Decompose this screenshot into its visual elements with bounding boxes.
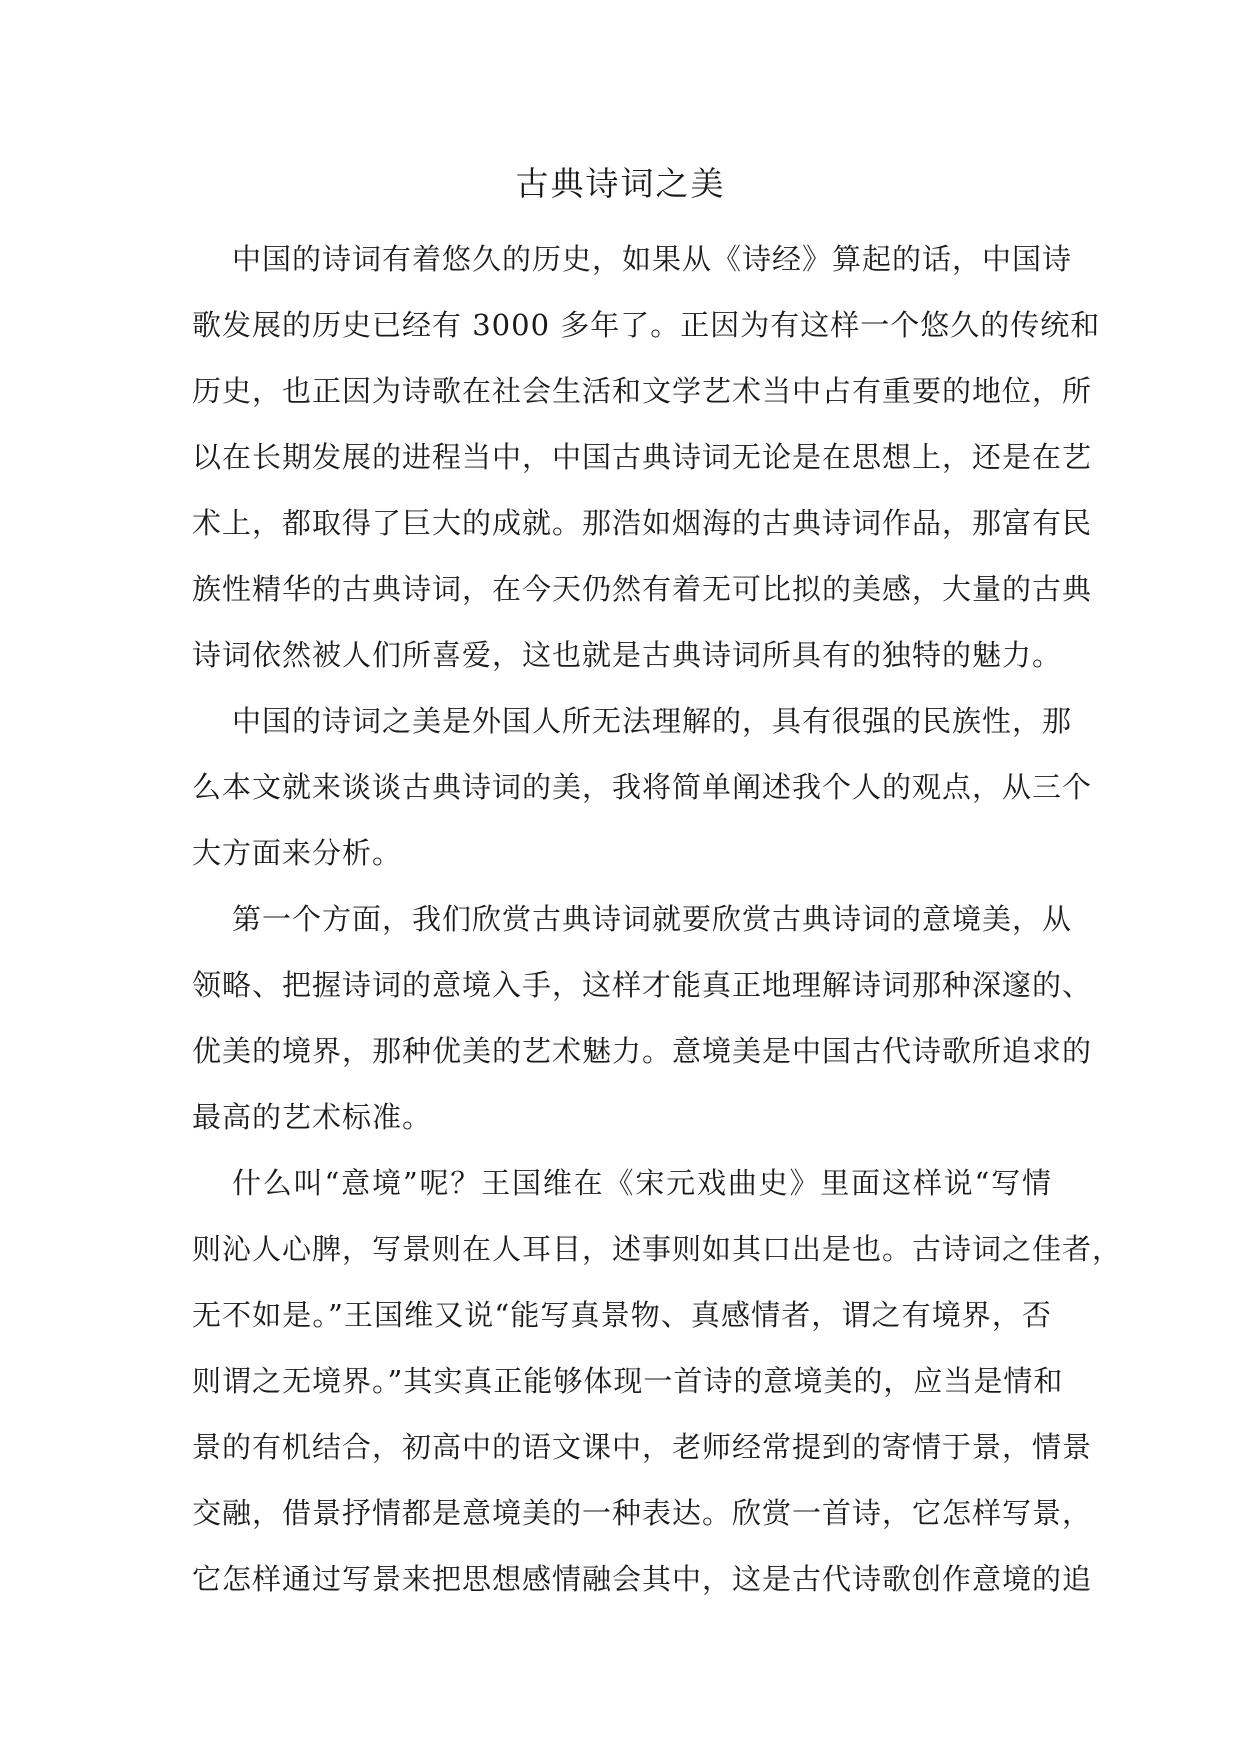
text-line: 它怎样通过写景来把思想感情融会其中，这是古代诗歌创作意境的追 [192, 1562, 1093, 1596]
paragraph-3 [192, 886, 1093, 1150]
text-line: 则谓之无境界。”其实真正能够体现一首诗的意境美的，应当是情和 [192, 1364, 1064, 1398]
text-line: 无不如是。”王国维又说“能写真景物、真感情者，谓之有境界，否 [192, 1298, 1052, 1332]
text-line: 歌发展的历史已经有 3000 多年了。正因为有这样一个悠久的传统和 [192, 308, 1101, 342]
paragraph-2 [192, 688, 1093, 886]
paragraph-4 [192, 1150, 1123, 1612]
text-line: 以在长期发展的进程当中，中国古典诗词无论是在思想上，还是在艺 [192, 440, 1093, 474]
text-line: 诗词依然被人们所喜爱，这也就是古典诗词所具有的独特的魅力。 [192, 638, 1063, 672]
text-line: 中国的诗词有着悠久的历史，如果从《诗经》算起的话，中国诗 [232, 242, 1073, 276]
text-line: 么本文就来谈谈古典诗词的美，我将简单阐述我个人的观点，从三个 [192, 770, 1093, 804]
text-line: 历史，也正因为诗歌在社会生活和文学艺术当中占有重要的地位，所 [192, 374, 1093, 408]
document-title: 古典诗词之美 [515, 164, 726, 203]
text-line: 什么叫“意境”呢？王国维在《宋元戏曲史》里面这样说“写情 [232, 1166, 1052, 1200]
text-line: 交融，借景抒情都是意境美的一种表达。欣赏一首诗，它怎样写景， [192, 1496, 1093, 1530]
text-line: 第一个方面，我们欣赏古典诗词就要欣赏古典诗词的意境美，从 [232, 902, 1073, 936]
document-body [192, 226, 1123, 1612]
text-line: 中国的诗词之美是外国人所无法理解的，具有很强的民族性，那 [232, 704, 1073, 738]
text-line: 族性精华的古典诗词，在今天仍然有着无可比拟的美感，大量的古典 [192, 572, 1093, 606]
text-line: 则沁人心脾，写景则在人耳目，述事则如其口出是也。古诗词之佳者， [192, 1232, 1123, 1266]
text-line: 最高的艺术标准。 [192, 1100, 433, 1134]
text-line: 景的有机结合，初高中的语文课中，老师经常提到的寄情于景，情景 [192, 1430, 1093, 1464]
text-line: 大方面来分析。 [192, 836, 403, 870]
paragraph-1 [192, 226, 1101, 688]
text-line: 优美的境界，那种优美的艺术魅力。意境美是中国古代诗歌所追求的 [192, 1034, 1093, 1068]
text-line: 术上，都取得了巨大的成就。那浩如烟海的古典诗词作品，那富有民 [192, 506, 1093, 540]
text-line: 领略、把握诗词的意境入手，这样才能真正地理解诗词那种深邃的、 [192, 968, 1093, 1002]
